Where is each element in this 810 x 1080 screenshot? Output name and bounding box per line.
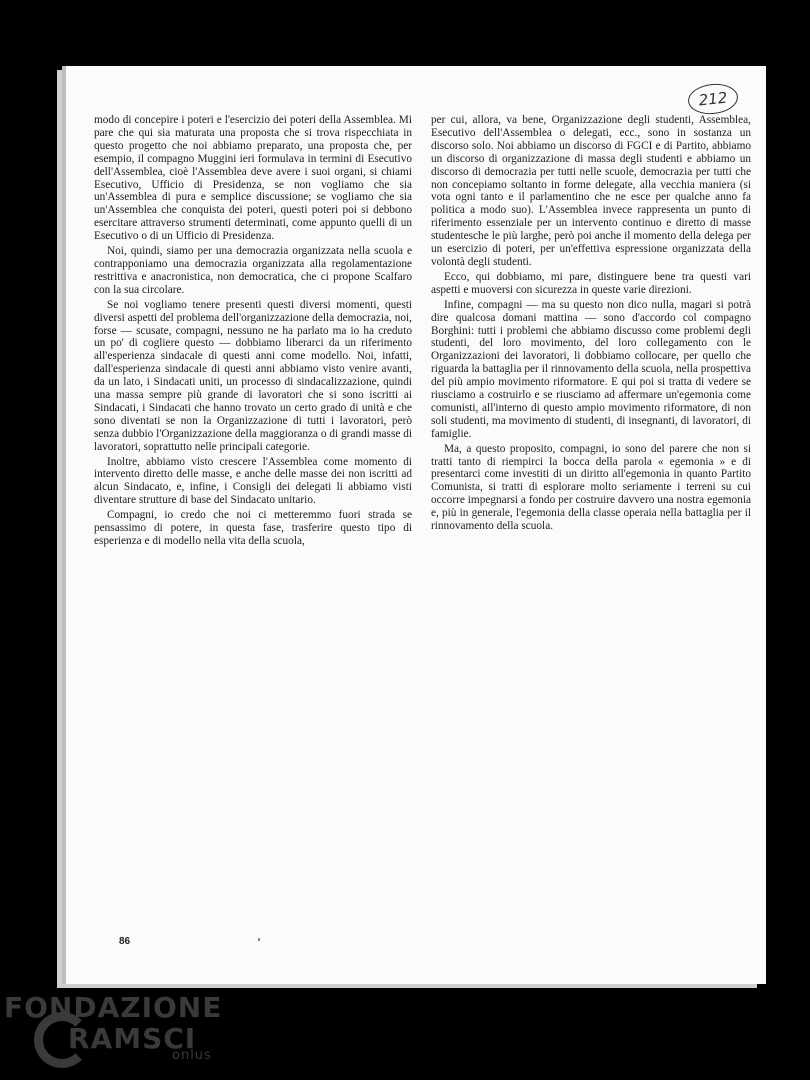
paragraph: Inoltre, abbiamo visto crescere l'Assemblea come momento di intervento diretto delle masse, e anche delle masse dei non iscritti ad alcun Sindacato, e, infine, i Consigli dei delegati li abbiamo visti diventare strutture di base del Sindacato unitario.: [94, 455, 412, 507]
left-column: [94, 114, 412, 550]
paragraph: Se noi vogliamo tenere presenti questi diversi momenti, questi diversi aspetti del problema dell'organizzazione della democrazia, noi, forse — scusate, compagni, nessuno ne ha parlato ma io ha creduto un po' di cogliere questo — dobbiamo liberarci da un riferimento all'esperienza sindacale di questi anni come modello. Noi, infatti, dall'esperienza sindacale di questi anni abbiamo visto venire avanti, da un lato, i Sindacati uniti, un processo di sindacalizzazione, quindi una massa sempre più grande di lavoratori che si sono iscritti ai Sindacati, i Sindacati che hanno trovato un certo grado di unità e che sono diventati se non la Organizzazione di tutti i lavoratori, però senza dubbio l'Organizzazione della maggioranza o di grandi masse di lavoratori, soprattutto nelle principali categorie.: [94, 298, 412, 453]
paragraph: modo di concepire i poteri e l'esercizio dei poteri della Assemblea. Mi pare che qui sia maturata una proposta che si trova rispecchiata in questo progetto che noi abbiamo preparato, una proposta che, per esempio, il compagno Muggini ieri formulava in termini di Esecutivo dell'Assemblea, cioè l'Assemblea deve avere i suoi organi, si chiami Esecutivo, Ufficio di Presidenza, se non vogliamo che sia un'Assemblea di pura e semplice discussione; se vogliamo che sia un'Assemblea che conquista dei poteri, questi poteri poi si debbono esercitare attraverso strumenti determinati, come appunto quelli di un Esecutivo o di un Ufficio di Presidenza.: [94, 114, 412, 243]
logo-line-1: FONDAZIONE: [4, 991, 223, 1024]
paragraph: Ma, a questo proposito, compagni, io sono del parere che non si tratti tanto di riempirci la bocca della parola « egemonia » e di presentarci come investiti di un diritto all'egemonia in quanto Partito Comunista, si tratti di esplorare molto seriamente i terreni su cui occorre impegnarsi a fondo per costruire davvero una nostra egemonia e, più in generale, l'egemonia della classe operaia nella battaglia per il rinnovamento della scuola.: [431, 442, 751, 533]
fondazione-gramsci-logo: [4, 991, 223, 1063]
paragraph: Noi, quindi, siamo per una democrazia organizzata nella scuola e contrapponiamo una democrazia organizzata alla regolamentazione restrittiva e anacronistica, non democratica, che ci propone Scalfaro con la sua circolare.: [94, 245, 412, 296]
paragraph: Compagni, io credo che noi ci metteremmo fuori strada se pensassimo di potere, in questa fase, trasferire questo tipo di esperienza e di modello nella vita della scuola,: [94, 509, 412, 547]
logo-line-3: onlus: [172, 1048, 212, 1063]
right-column: [431, 114, 751, 535]
archive-stamp: 212: [687, 81, 740, 116]
paragraph: Infine, compagni — ma su questo non dico nulla, magari si potrà dire qualcosa domani mattina — sono d'accordo col compagno Borghini: tutti i problemi che abbiamo discusso come problemi degli studenti, del loro movimento, del loro collegamento con le Organizzazioni dei lavoratori, li dobbiamo collocare, per quello che riguarda la battaglia per il rinnovamento della scuola, nella prospettiva del più ampio movimento riformatore. E qui poi si tratta di vedere se riusciamo a costruirlo e se riusciamo ad affermare un'egemonia come comunisti, all'interno di questo ampio movimento riformatore, di non soli studenti, ma movimento di studenti, di insegnanti, di lavoratori, di famiglie.: [431, 298, 751, 440]
scanned-page: [66, 66, 766, 984]
logo-line-2: RAMSCI: [68, 1022, 197, 1055]
paragraph: per cui, allora, va bene, Organizzazione degli studenti, Assemblea, Esecutivo dell'Assemblea o delegati, ecc., sono in sostanza un discorso solo. Noi abbiamo un discorso di FGCI e di Partito, abbiamo un discorso di organizzazione di massa degli studenti e abbiamo un discorso di democrazia per tutti nelle scuole, democrazia per tutti che non concepiamo soltanto in forme delegate, alla vecchia maniera (si vota ogni tanto e il parlamentino che ne esce per qualche anno fa politica a modo suo). L'Assemblea invece rappresenta un punto di riferimento essenziale per un intervento continuo e diretto di masse studentesche le più larghe, però poi anche il momento della delega per un esercizio di poteri, per un'effettiva espressione organizzata della volontà degli studenti.: [431, 114, 751, 268]
speck: [258, 938, 260, 941]
page-number: 86: [119, 936, 131, 947]
paragraph: Ecco, qui dobbiamo, mi pare, distinguere bene tra questi vari aspetti e muoversi con sicurezza in queste varie direzioni.: [431, 270, 751, 296]
